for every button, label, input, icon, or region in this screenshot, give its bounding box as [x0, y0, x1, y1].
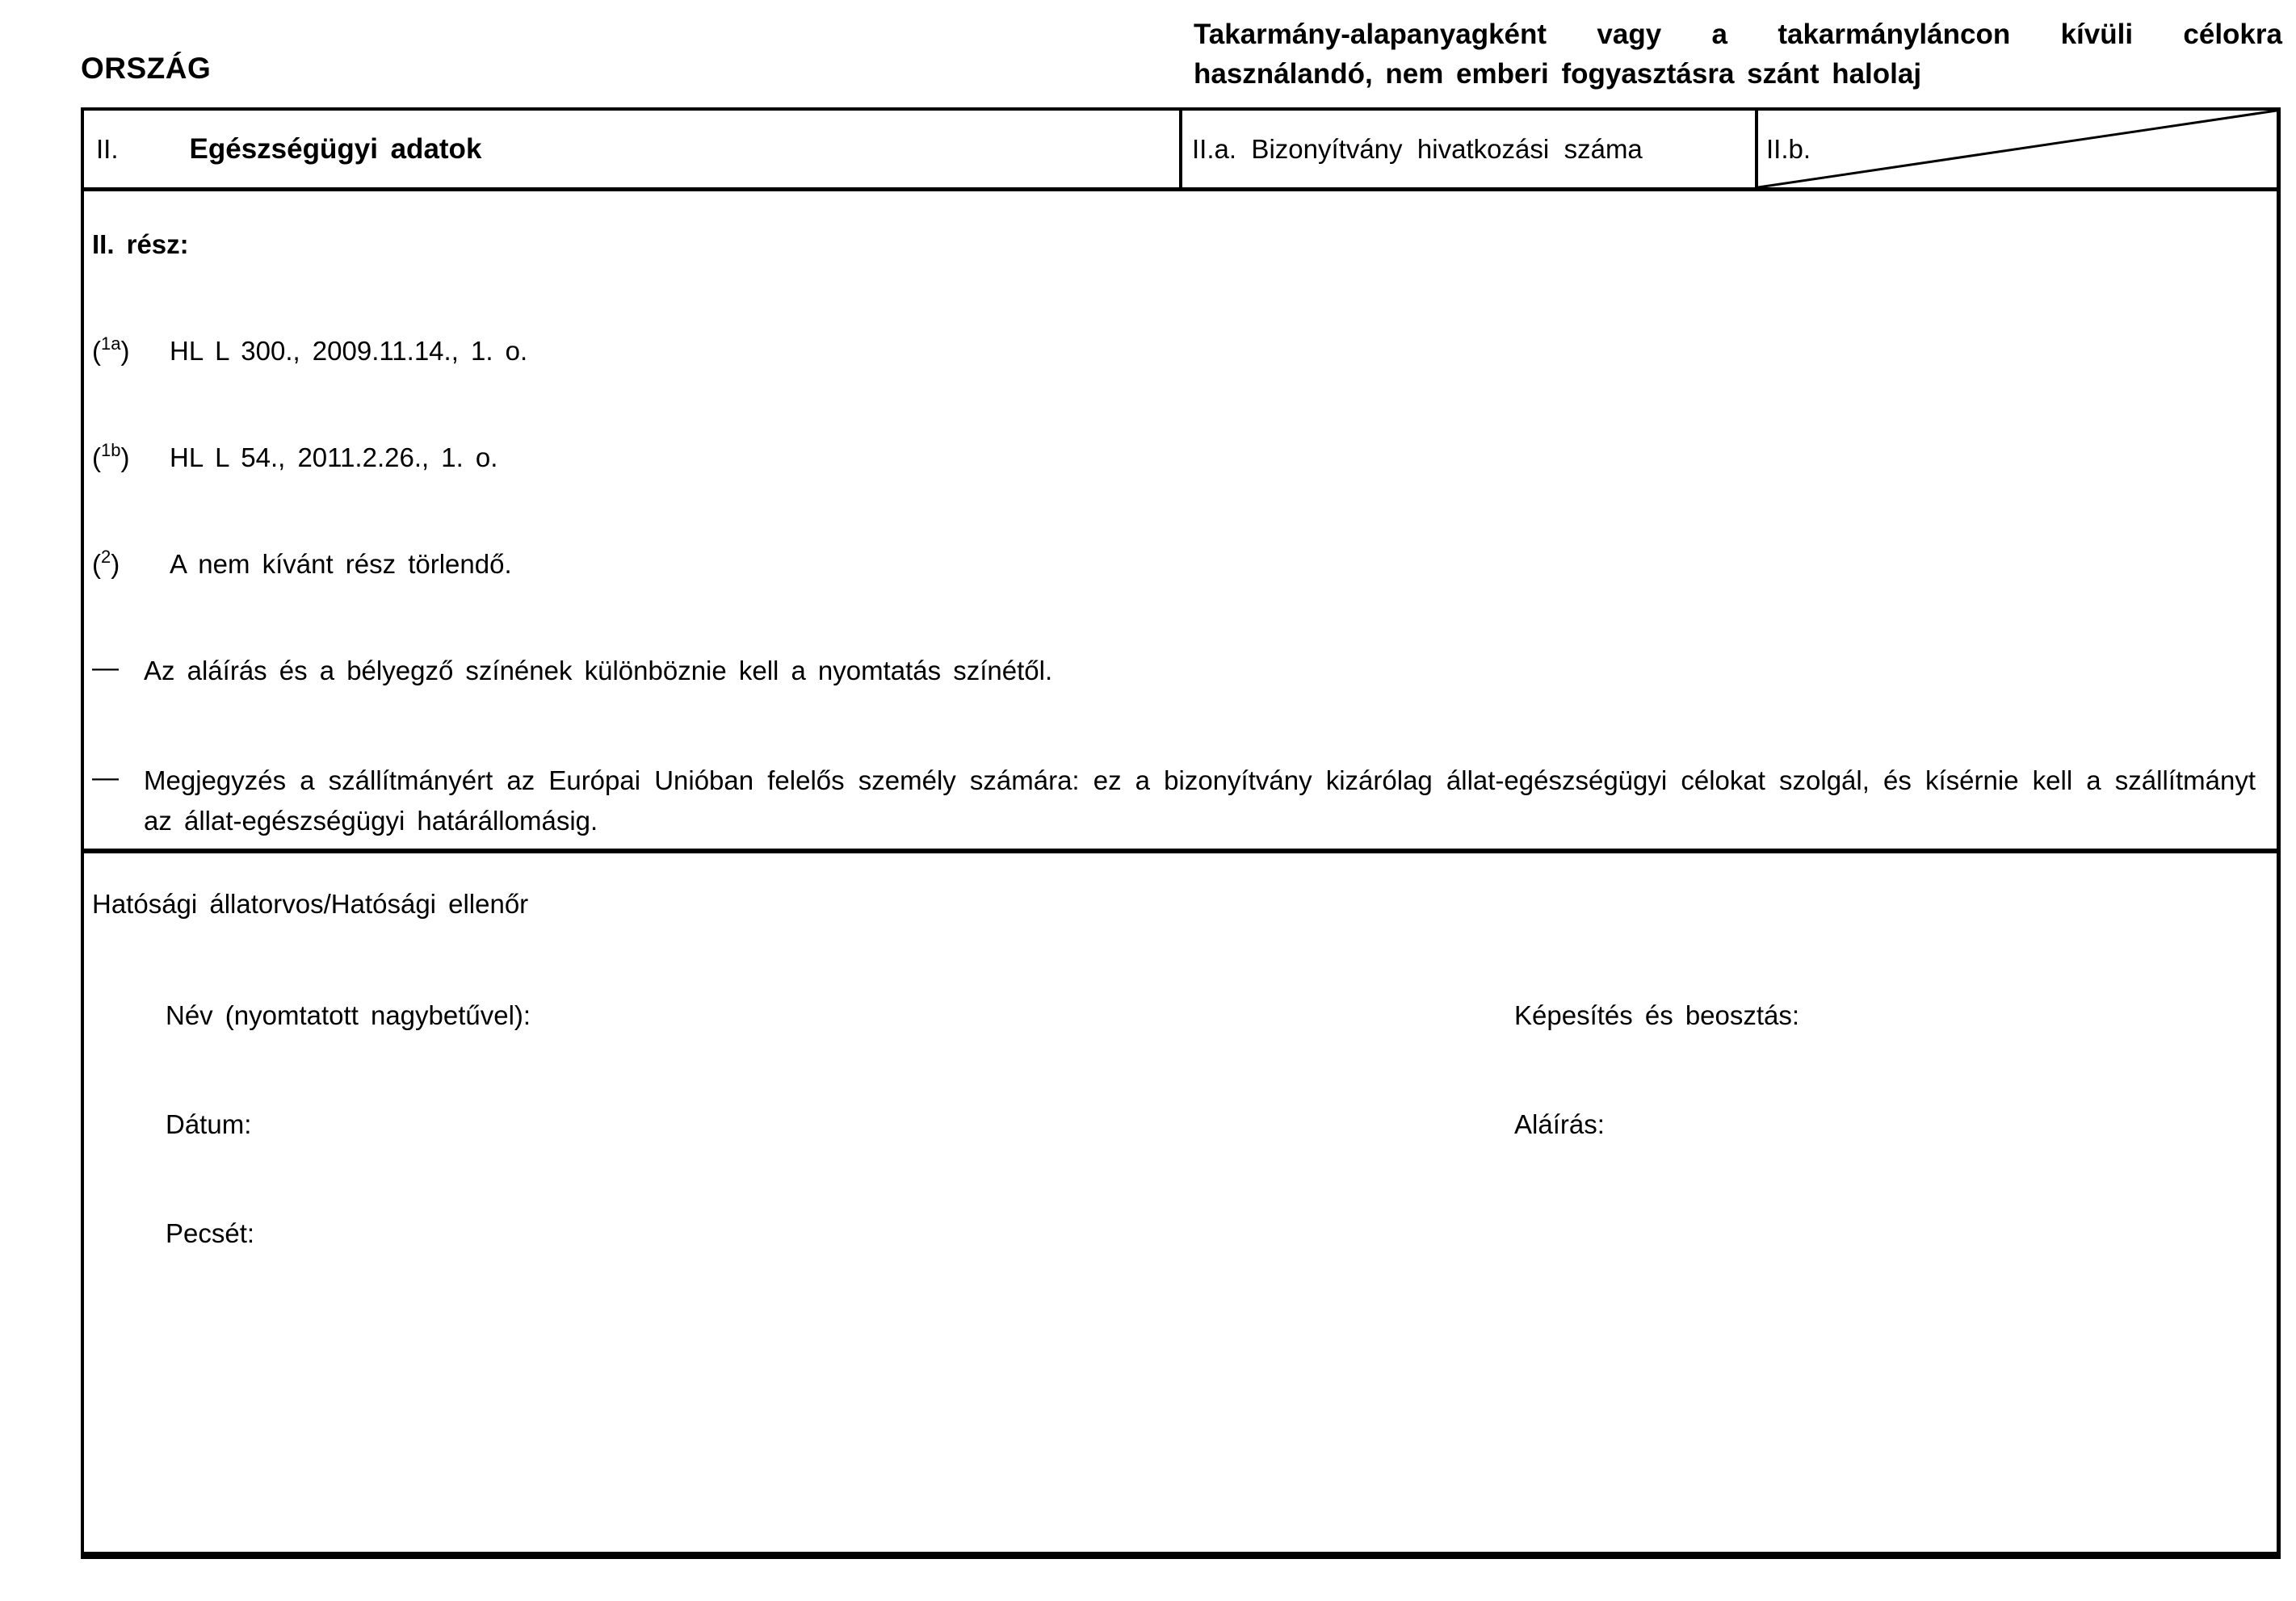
paren-close: ) — [111, 549, 120, 579]
diagonal-strikethrough-line — [1758, 111, 2277, 187]
footnote-1a-marker — [92, 334, 170, 368]
footnote-1a-text: HL L 300., 2009.11.14., 1. o. — [170, 336, 528, 366]
paren-open: ( — [92, 442, 101, 472]
signature-color-note-text: Az aláírás és a bélyegző színének különböznie kell a nyomtatás színétől. — [144, 656, 1053, 685]
dash-marker: — — [92, 652, 119, 682]
certificate-reference-header-cell — [1182, 111, 1758, 187]
stamp-row — [166, 1217, 2256, 1251]
signature-color-note — [92, 651, 2256, 691]
notes-section — [84, 191, 2277, 853]
consignment-note — [92, 761, 2256, 841]
date-signature-row — [166, 1108, 2256, 1142]
paren-open: ( — [92, 336, 101, 366]
footnote-1b — [92, 441, 2256, 475]
iib-header-cell — [1758, 111, 2277, 187]
part-number-label: II. — [96, 133, 119, 164]
consignment-note-text: Megjegyzés a szállítmányért az Európai Unióban felelős személy számára: ez a bizonyítvány kizárólag állat-egészségügyi célokat szolgál, és kísérnie kell a szállítmányt az állat-egészségügyi határállomásig. — [144, 765, 2256, 836]
iib-label: II.b. — [1766, 133, 1811, 164]
footnote-2-text: A nem kívánt rész törlendő. — [170, 549, 512, 579]
official-section — [84, 853, 2277, 1552]
footnote-2 — [92, 547, 2256, 581]
paren-close: ) — [120, 442, 130, 472]
qualification-label: Képesítés és beosztás: — [1514, 1000, 1800, 1030]
signature-label: Aláírás: — [1514, 1109, 1605, 1139]
health-info-header-cell — [84, 111, 1182, 187]
footnote-1b-marker — [92, 441, 170, 475]
document-title: Takarmány-alapanyagként vagy a takarmányláncon kívüli célokra használandó, nem emberi fogyasztásra szánt halolaj — [1194, 19, 2282, 90]
table-header-row — [84, 111, 2277, 191]
certificate-reference-label: II.a. Bizonyítvány hivatkozási száma — [1192, 133, 1643, 164]
footnote-1a — [92, 334, 2256, 368]
certificate-table — [81, 107, 2281, 1559]
country-label: ORSZÁG — [81, 52, 212, 85]
dash-marker: — — [92, 762, 119, 792]
footnote-1b-sup: 1b — [101, 440, 121, 460]
footnote-2-sup: 2 — [101, 547, 111, 567]
name-label: Név (nyomtatott nagybetűvel): — [166, 1000, 531, 1030]
health-info-header-label: Egészségügyi adatok — [189, 132, 482, 165]
official-heading: Hatósági állatorvos/Hatósági ellenőr — [92, 889, 529, 919]
footnote-1b-text: HL L 54., 2011.2.26., 1. o. — [170, 442, 498, 472]
stamp-label: Pecsét: — [166, 1218, 255, 1248]
paren-close: ) — [120, 336, 130, 366]
date-label: Dátum: — [166, 1109, 252, 1139]
part-ii-label: II. rész: — [92, 229, 189, 259]
footnote-2-marker — [92, 547, 170, 581]
paren-open: ( — [92, 549, 101, 579]
name-qualification-row — [166, 999, 2256, 1033]
footnote-1a-sup: 1a — [101, 333, 121, 354]
